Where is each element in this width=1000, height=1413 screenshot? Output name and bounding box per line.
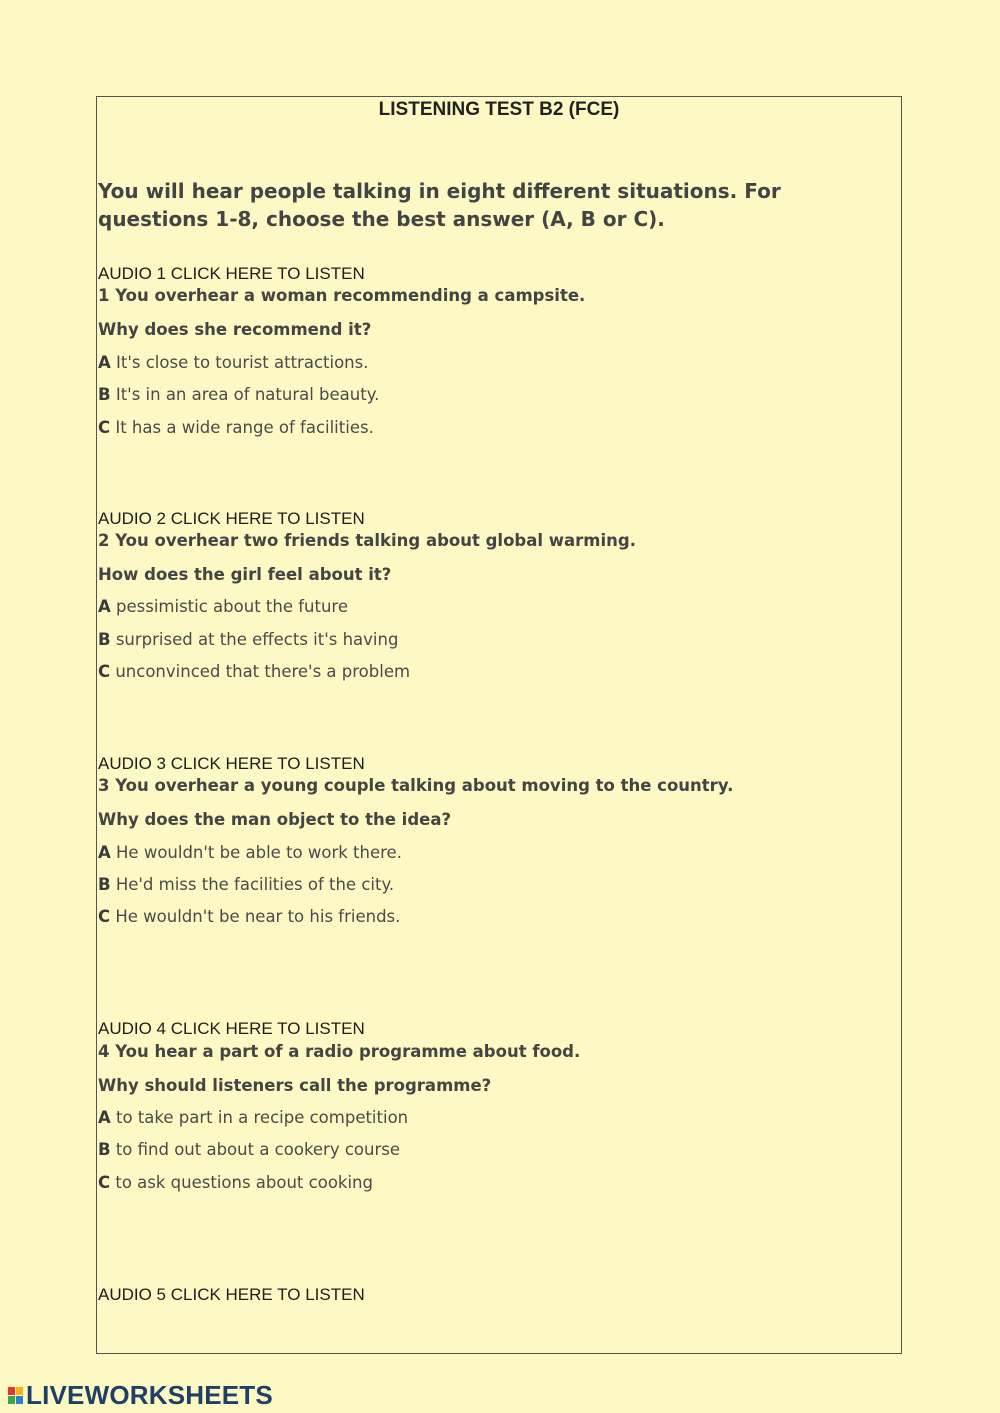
option-text: to find out about a cookery course <box>110 1140 401 1159</box>
option-letter: C <box>98 907 111 926</box>
option-letter: A <box>98 1108 111 1127</box>
question-1-option-b[interactable] <box>98 385 379 404</box>
option-text: surprised at the effects it's having <box>110 630 399 649</box>
logo-square-red <box>8 1387 15 1395</box>
logo-text: LIVEWORKSHEETS <box>26 1379 273 1410</box>
question-2-prompt: 2 You overhear two friends talking about global warming. <box>98 531 636 550</box>
option-text: pessimistic about the future <box>110 597 348 616</box>
question-2-question: How does the girl feel about it? <box>98 565 392 584</box>
logo-square-yellow <box>16 1387 23 1395</box>
question-2-option-c[interactable] <box>98 662 410 681</box>
question-1-option-c[interactable] <box>98 418 374 437</box>
logo-square-blue <box>16 1396 23 1404</box>
option-text: It's in an area of natural beauty. <box>110 385 380 404</box>
option-letter: B <box>98 385 111 404</box>
logo-square-green <box>8 1396 15 1404</box>
question-3-question: Why does the man object to the idea? <box>98 810 452 829</box>
worksheet-frame <box>96 96 902 1354</box>
audio-2-link[interactable]: AUDIO 2 CLICK HERE TO LISTEN <box>98 509 365 528</box>
option-letter: B <box>98 875 111 894</box>
audio-1-link[interactable]: AUDIO 1 CLICK HERE TO LISTEN <box>98 264 365 283</box>
option-text: to take part in a recipe competition <box>110 1108 409 1127</box>
logo-icon <box>8 1387 23 1404</box>
option-letter: A <box>98 353 111 372</box>
question-3-option-a[interactable] <box>98 843 402 862</box>
option-text: unconvinced that there's a problem <box>110 662 411 681</box>
option-text: It has a wide range of facilities. <box>110 418 374 437</box>
option-letter: B <box>98 1140 111 1159</box>
option-letter: C <box>98 418 111 437</box>
question-4-option-b[interactable] <box>98 1140 400 1159</box>
option-letter: B <box>98 630 111 649</box>
question-3-prompt: 3 You overhear a young couple talking about moving to the country. <box>98 776 734 795</box>
option-text: He wouldn't be near to his friends. <box>110 907 401 926</box>
audio-5-link[interactable]: AUDIO 5 CLICK HERE TO LISTEN <box>98 1285 365 1304</box>
audio-3-link[interactable]: AUDIO 3 CLICK HERE TO LISTEN <box>98 754 365 773</box>
page-title: LISTENING TEST B2 (FCE) <box>378 99 620 120</box>
option-text: He'd miss the facilities of the city. <box>110 875 395 894</box>
question-1-question: Why does she recommend it? <box>98 320 372 339</box>
question-1-option-a[interactable] <box>98 353 368 372</box>
option-letter: C <box>98 662 111 681</box>
question-4-option-c[interactable] <box>98 1173 373 1192</box>
instructions: You will hear people talking in eight different situations. For questions 1-8, choose the best answer (A, B or C). <box>98 179 781 231</box>
question-3-option-c[interactable] <box>98 907 400 926</box>
question-2-option-a[interactable] <box>98 597 348 616</box>
option-letter: A <box>98 843 111 862</box>
audio-4-link[interactable]: AUDIO 4 CLICK HERE TO LISTEN <box>98 1019 365 1038</box>
option-letter: A <box>98 597 111 616</box>
option-text: It's close to tourist attractions. <box>110 353 369 372</box>
option-text: to ask questions about cooking <box>110 1173 373 1192</box>
option-letter: C <box>98 1173 111 1192</box>
question-3-option-b[interactable] <box>98 875 394 894</box>
question-4-option-a[interactable] <box>98 1108 408 1127</box>
question-4-question: Why should listeners call the programme? <box>98 1076 492 1095</box>
question-1-prompt: 1 You overhear a woman recommending a campsite. <box>98 286 586 305</box>
liveworksheets-logo[interactable] <box>8 1381 273 1409</box>
question-4-prompt: 4 You hear a part of a radio programme about food. <box>98 1042 581 1061</box>
question-2-option-b[interactable] <box>98 630 398 649</box>
option-text: He wouldn't be able to work there. <box>110 843 402 862</box>
